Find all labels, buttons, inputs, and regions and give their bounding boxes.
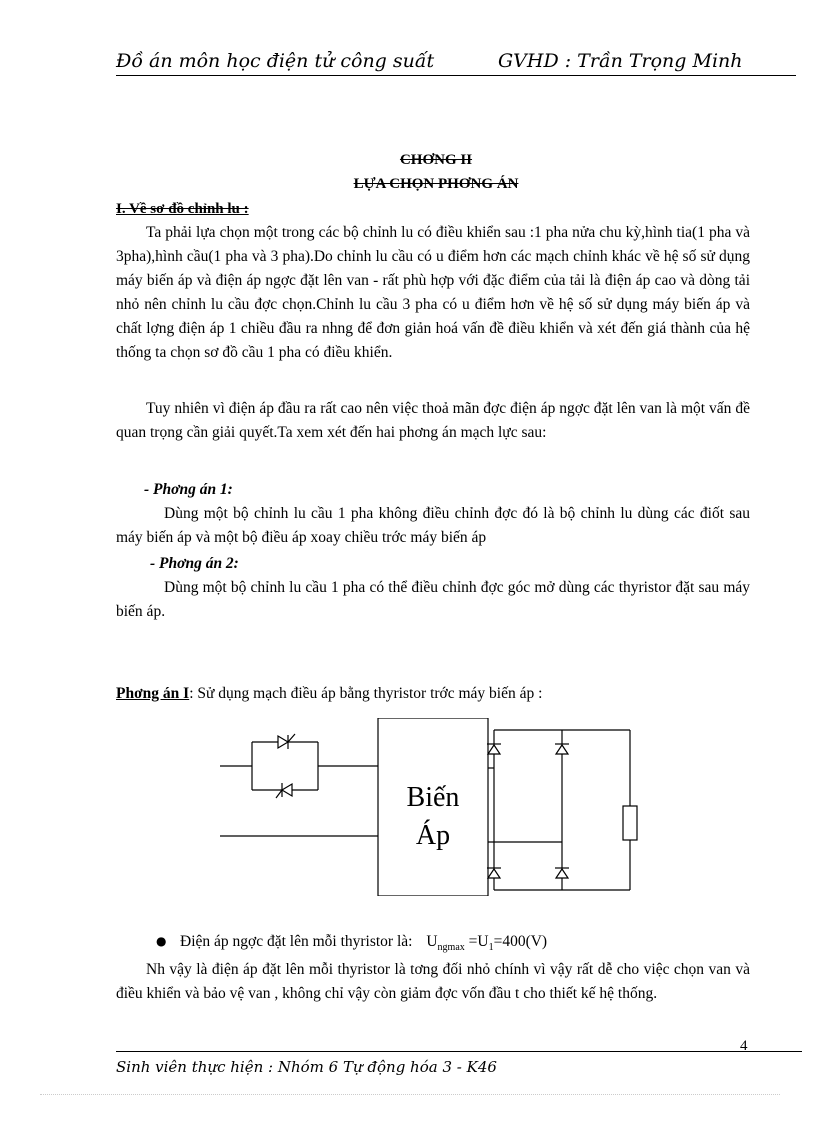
chapter-number: CHƠNG II — [399, 152, 473, 168]
page-number: 4 — [740, 1038, 748, 1054]
plan-1-text: : Sử dụng mạch điều áp bằng thyristor trớc máy biến áp : — [189, 685, 543, 702]
bullet-text: Điện áp ngợc đặt lên mỗi thyristor là: $U_{ngmax} =U_1=400(V)$ — [180, 933, 548, 954]
footer-rule — [116, 1051, 802, 1052]
header-right: GVHD : Trần Trọng Minh — [498, 50, 743, 72]
option-2-label: - Phơng án 2: — [150, 555, 239, 572]
plan-1-line — [116, 682, 750, 706]
option-1-text: Dùng một bộ chỉnh lu cầu 1 pha không điều chỉnh đợc đó là bộ chỉnh lu dùng các điốt sau máy biến áp và một bộ điều áp xoay chiều trớc máy biến áp — [116, 505, 750, 546]
transformer-label-2: Áp — [415, 820, 451, 851]
page-edge — [40, 1094, 780, 1095]
bullet-icon: ● — [156, 934, 167, 948]
plan-1-label: Phơng án I — [116, 685, 190, 702]
header-rule — [116, 75, 796, 76]
closing-paragraph: Nh vậy là điện áp đặt lên mỗi thyristor là tơng đối nhỏ chính vì vậy rất dễ cho việc chọn van và điều khiển và bảo vệ van , không chỉ vậy còn giảm đợc vốn đầu t cho thiết kế hệ thống. — [116, 961, 750, 1002]
footer-text: Sinh viên thực hiện : Nhóm 6 Tự động hóa 3 - K46 — [116, 1058, 497, 1076]
circuit-diagram — [220, 718, 650, 896]
transformer-label-1: Biến — [406, 782, 460, 813]
paragraph-2: Tuy nhiên vì điện áp đầu ra rất cao nên việc thoả mãn đợc điện áp ngợc đặt lên van là một vấn đề quan trọng cần giải quyết.Ta xem xét đến hai phơng án mạch lực sau: — [116, 400, 750, 441]
chapter-title: LỰA CHỌN PHƠNG ÁN — [353, 176, 519, 192]
diode-icon — [487, 744, 569, 878]
section-heading: I. Về sơ đồ chỉnh lu : — [116, 201, 249, 217]
paragraph-1: Ta phải lựa chọn một trong các bộ chỉnh lu có điều khiển sau :1 pha nửa chu kỳ,hình tia(1 pha và 3pha),hình cầu(1 pha và 3 pha).Do chỉnh lu cầu có u điểm hơn các mạch chỉnh khác về hệ số sử dụng máy biến áp và điện áp ngợc đặt lên van - rất phù hợp với đặc điểm của tải là điện áp cao và dòng tải nhỏ nên chỉnh lu cầu đợc chọn.Chỉnh lu cầu 3 pha có u điểm hơn về hệ số sử dụng máy biến áp và chất lợng điện áp 1 chiều đầu ra nhng để đơn giản hoá vấn đề điều khiển và xét đến giá thành của hệ thống ta chọn sơ đồ cầu 1 pha có điều khiển. — [116, 224, 750, 361]
option-1-label: - Phơng án 1: — [144, 481, 233, 498]
header-left: Đồ án môn học điện tử công suất — [116, 50, 435, 72]
option-2-text: Dùng một bộ chỉnh lu cầu 1 pha có thể điều chỉnh đợc góc mở dùng các thyristor đặt sau máy biến áp. — [116, 579, 750, 620]
